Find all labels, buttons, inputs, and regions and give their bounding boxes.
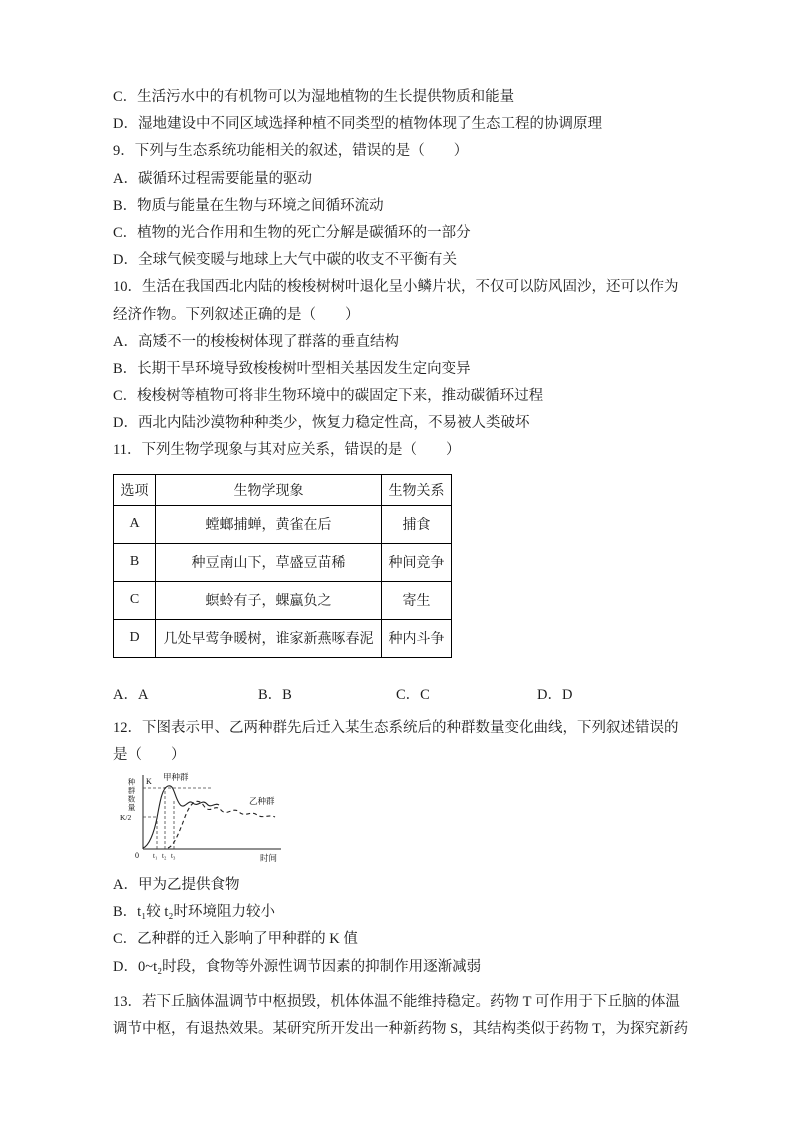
table-row bbox=[114, 581, 452, 619]
table-cell: 螳螂捕蝉，黄雀在后 bbox=[156, 505, 382, 543]
option-line: C．乙种群的迁入影响了甲种群的 K 值 bbox=[113, 931, 358, 948]
question-13 bbox=[113, 989, 693, 1043]
answer-choices-row bbox=[113, 682, 693, 709]
table-cell: 种间竞争 bbox=[382, 543, 452, 581]
population-curve-figure bbox=[113, 771, 293, 866]
table-cell: A bbox=[114, 505, 156, 543]
series-b-label: 乙种群 bbox=[249, 796, 275, 806]
table-cell: 寄生 bbox=[382, 581, 452, 619]
text-line: D．湿地建设中不同区域选择种植不同类型的植物体现了生态工程的协调原理 bbox=[113, 116, 602, 133]
t2-label: t₂ bbox=[162, 852, 167, 860]
question-stem: 经济作物。下列叙述正确的是（ ） bbox=[113, 306, 360, 323]
table-cell: 捕食 bbox=[382, 505, 452, 543]
option-line: A．高矮不一的梭梭树体现了群落的垂直结构 bbox=[113, 333, 399, 350]
half-k-label: K/2 bbox=[120, 813, 132, 822]
relations-table bbox=[113, 474, 452, 658]
k-label: K bbox=[146, 777, 152, 786]
exam-content bbox=[113, 84, 693, 1043]
answer-choice: A．A bbox=[113, 686, 149, 703]
option-line: D．西北内陆沙漠物种种类少，恢复力稳定性高，不易被人类破坏 bbox=[113, 415, 530, 432]
answer-choice: C．C bbox=[396, 686, 430, 703]
question-12 bbox=[113, 715, 693, 769]
question-stem: 是（ ） bbox=[113, 746, 186, 763]
table-cell: D bbox=[114, 619, 156, 657]
option-line: D．全球气候变暖与地球上大气中碳的收支不平衡有关 bbox=[113, 252, 457, 269]
population-curve-chart bbox=[113, 771, 293, 866]
table-row bbox=[114, 543, 452, 581]
option-line: A．甲为乙提供食物 bbox=[113, 877, 240, 893]
question-stem: 9．下列与生态系统功能相关的叙述，错误的是（ ） bbox=[113, 143, 469, 160]
table-row bbox=[114, 619, 452, 657]
question-stem: 调节中枢，有退热效果。某研究所开发出一种新药物 S，其结构类似于药物 T，为探究新药 bbox=[113, 1020, 689, 1037]
answer-choice: B．B bbox=[258, 686, 292, 703]
table-header-cell: 生物学现象 bbox=[156, 474, 382, 505]
t1-label: t₁ bbox=[153, 852, 158, 860]
question-stem: 11．下列生物学现象与其对应关系，错误的是（ ） bbox=[113, 442, 461, 459]
question-12-options bbox=[113, 872, 693, 981]
origin-label: 0 bbox=[135, 851, 139, 860]
x-axis-label: 时间 bbox=[260, 853, 278, 863]
option-line: A．碳循环过程需要能量的驱动 bbox=[113, 170, 312, 187]
option-line: B．t₁较 t₂时环境阻力较小 bbox=[113, 904, 275, 921]
table-cell: C bbox=[114, 581, 156, 619]
option-line: B．长期干旱环境导致梭梭树叶型相关基因发生定向变异 bbox=[113, 360, 471, 377]
table-cell: 螟蛉有子，蜾蠃负之 bbox=[156, 581, 382, 619]
text-line: C．生活污水中的有机物可以为湿地植物的生长提供物质和能量 bbox=[113, 89, 515, 105]
question-stem: 12．下图表示甲、乙两种群先后迁入某生态系统后的种群数量变化曲线，下列叙述错误的 bbox=[113, 719, 679, 736]
table-header-cell: 生物关系 bbox=[382, 474, 452, 505]
option-line: D．0~t₂时段，食物等外源性调节因素的抑制作用逐渐减弱 bbox=[113, 958, 482, 975]
option-line: C．植物的光合作用和生物的死亡分解是碳循环的一部分 bbox=[113, 224, 471, 241]
table-cell: 种豆南山下，草盛豆苗稀 bbox=[156, 543, 382, 581]
table-header-cell: 选项 bbox=[114, 474, 156, 505]
t3-label: t₃ bbox=[171, 852, 176, 860]
table-row bbox=[114, 505, 452, 543]
table-cell: 种内斗争 bbox=[382, 619, 452, 657]
table-cell: B bbox=[114, 543, 156, 581]
species-b-curve bbox=[168, 801, 275, 848]
option-line: B．物质与能量在生物与环境之间循环流动 bbox=[113, 197, 384, 214]
table-header-row bbox=[114, 474, 452, 505]
option-line: C．梭梭树等植物可将非生物环境中的碳固定下来，推动碳循环过程 bbox=[113, 388, 544, 405]
answer-choice: D．D bbox=[537, 686, 573, 703]
question-stem: 13．若下丘脑体温调节中枢损毁，机体体温不能维持稳定。药物 T 可作用于下丘脑的体温 bbox=[113, 993, 680, 1010]
y-axis-label: 种群数量 bbox=[127, 778, 136, 812]
table-cell: 几处早莺争暖树，谁家新燕啄春泥 bbox=[156, 619, 382, 657]
question-stem: 10．生活在我国西北内陆的梭梭树树叶退化呈小鳞片状，不仅可以防风固沙，还可以作为 bbox=[113, 279, 679, 296]
series-a-label: 甲种群 bbox=[163, 772, 189, 782]
